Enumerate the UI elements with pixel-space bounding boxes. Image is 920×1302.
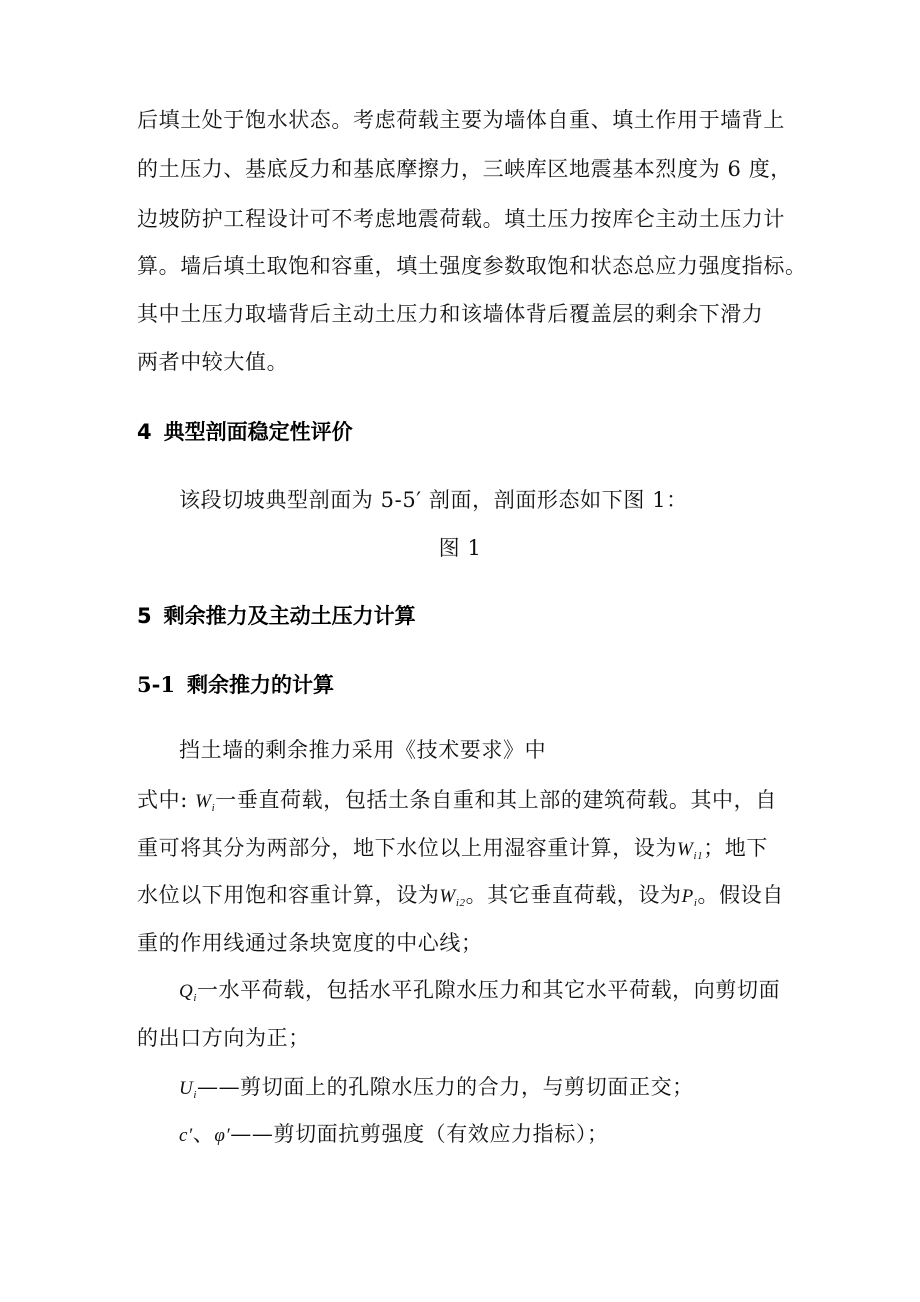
subscript: i — [211, 802, 216, 814]
section-number: 5-1 — [137, 672, 175, 697]
variable-u: U — [179, 1078, 194, 1099]
definition-text: 一垂直荷载，包括土条自重和其上部的建筑荷载。其中，自 — [215, 788, 777, 812]
definition-text: ——剪切面抗剪强度（有效应力指标）； — [230, 1122, 609, 1146]
variable-w: W — [677, 839, 694, 860]
variable-c: c′ — [179, 1125, 193, 1146]
paragraph-line: 后填土处于饱水状态。考虑荷载主要为墙体自重、填土作用于墙背上 — [137, 108, 785, 132]
definition-ui — [179, 1073, 829, 1109]
paragraph-line: 算。墙后填土取饱和容重，填土强度参数取饱和状态总应力强度指标。 — [137, 254, 807, 278]
paragraph-line: 边坡防护工程设计可不考虑地震荷载。填土压力按库仑主动土压力计 — [137, 207, 785, 231]
definition-qi-cont: 的出口方向为正； — [137, 1026, 310, 1050]
paragraph-line: 的土压力、基底反力和基底摩擦力，三峡库区地震基本烈度为 6 度， — [137, 157, 792, 181]
subscript: i — [193, 1089, 197, 1101]
section-title: 典型剖面稳定性评价 — [163, 420, 353, 444]
paragraph-line: 其中土压力取墙背后主动土压力和该墙体背后覆盖层的剩余下滑力 — [137, 302, 764, 326]
section-heading-4 — [137, 418, 353, 446]
subscript: i2 — [455, 897, 466, 909]
section-number: 5 — [137, 604, 152, 628]
definition-wi-cont: 重的作用线通过条块宽度的中心线； — [137, 931, 483, 955]
section5-1-intro: 挡土墙的剩余推力采用《技术要求》中 — [179, 738, 547, 762]
subscript: i — [193, 992, 197, 1004]
definition-wi-cont — [137, 881, 787, 917]
definition-qi — [179, 976, 829, 1012]
section-title: 剩余推力及主动土压力计算 — [163, 604, 416, 628]
definition-text: 水位以下用饱和容重计算，设为 — [137, 883, 440, 907]
definition-text: 。其它垂直荷载，设为 — [465, 883, 682, 907]
variable-phi: φ′ — [214, 1125, 231, 1146]
section4-paragraph: 该段切坡典型剖面为 5-5′ 剖面，剖面形态如下图 1： — [179, 488, 688, 512]
definition-text: 一水平荷载，包括水平孔隙水压力和其它水平荷载，向剪切面 — [196, 978, 781, 1002]
variable-q: Q — [179, 981, 194, 1002]
variable-p: P — [681, 886, 694, 907]
definition-prefix: 式中: — [137, 788, 188, 812]
section-number: 4 — [137, 420, 152, 444]
section-heading-5 — [137, 602, 416, 630]
separator: 、 — [192, 1122, 215, 1146]
definition-text: 。假设自 — [697, 883, 784, 907]
figure-caption: 图 1 — [438, 536, 482, 560]
paragraph-line: 两者中较大值。 — [137, 350, 289, 374]
definition-text: 重可将其分为两部分，地下水位以上用湿容重计算，设为 — [137, 836, 677, 860]
variable-w: W — [195, 791, 212, 812]
section-heading-5-1 — [137, 671, 334, 699]
definition-wi — [137, 786, 787, 822]
definition-wi-cont — [137, 834, 787, 870]
definition-text: ；地下 — [703, 836, 769, 860]
definition-text: ——剪切面上的孔隙水压力的合力，与剪切面正交； — [196, 1075, 694, 1099]
variable-w: W — [439, 886, 456, 907]
section-title: 剩余推力的计算 — [186, 672, 334, 697]
definition-c-phi — [179, 1120, 829, 1150]
subscript: i — [693, 897, 698, 909]
subscript: i1 — [693, 850, 704, 862]
